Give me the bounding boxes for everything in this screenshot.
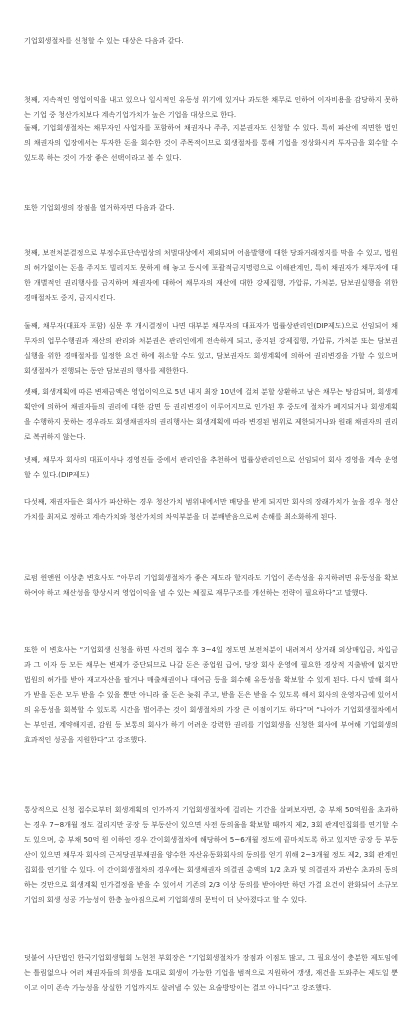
paragraph-association-quote: 덧붙여 사단법인 한국기업회생협회 노현천 부회장은 “기업회생절차가 장점과 이점도 많고, 그 필요성이 충분한 제도임에는 틀림없으나 여러 채권자들의 희생을 토대로 회생이 가능한 기업을 범적으로 지원하여 갱생, 재건을 도와주는 제도일 뿐이고 이미 존속 가능성을 상실한 기업까지도 살려낼 수 있는 요술방망이는 결코 아니다”고 강조했다. (24, 953, 398, 992)
paragraph-eligibility-1: 첫째, 지속적인 영업이익을 내고 있으나 일시적인 유동성 위기에 있거나 과도한 채무로 인하여 이자비용을 감당하지 못하는 기업 중 청산가치보다 계속기업가치가 높은 기업을 대상으로 한다. (24, 95, 398, 119)
paragraph-lawyer-quote: 로펌 윈앤윈 이상춘 변호사도 “아무리 기업회생절차가 좋은 제도라 할지라도 기업이 존속성을 유지하려면 유동성을 확보하여야 하고 채산성을 향상시켜 영업이익을 낼 수 있는 체질로 재무구조를 개선하는 전략이 필요하다”고 말했다. (24, 573, 398, 597)
paragraph-procedure-duration: 통상적으로 신청 접수로부터 회생계획의 인가까지 기업회생절차에 걸리는 기간을 살펴보자면, 총 부채 50억원을 초과하는 경우 7~8개월 정도 걸리지만 공장 등 부동산이 있으면 사전 동의율을 확보할 때까지 제2, 3회 관계인집회를 연기할 수도 있으며, 총 부채 50억 원 이하인 경우 간이회생절차에 해당하여 5~6개월 정도에 끝마치도록 하고 있지만 공장 등 부동산이 있으면 채무자 회사의 근저당권부채권을 양수한 자산유동화회사의 동의를 얻기 위해 2~3개월 정도 제2, 3회 관계인집회를 연기할 수 있다. 이 간이회생절차의 경우에는 회생채권자 의결권 총액의 1/2 초과 및 의결권자 과반수 초과의 동의하는 것만으로 회생계획 인가결정을 받을 수 있어서 기존의 2/3 이상 동의를 받아야만 하던 가결 요건이 완화되어 소규모 기업의 회생 성공 가능성이 한층 높아짐으로써 기업회생의 문턱이 더 낮아졌다고 할 수 있다. (24, 805, 398, 904)
paragraph-advantage-5: 다섯째, 재권자들은 회사가 파산하는 경우 청산가치 범위내에서만 배당을 받게 되지만 회사의 장래가치가 높을 경우 청산가치를 최저로 정하고 계속가치와 청산가치의 차익부분을 더 분배받음으로써 손해를 최소화하게 된다. (24, 497, 398, 521)
paragraph-lawyer-explanation: 또한 이 변호사는 “기업회생 신청을 하면 사건의 접수 후 3~4일 정도면 보전처분이 내려져서 상거래 외상매입금, 차입금과 그 이자 등 모든 채무는 변제가 중단되므로 나갈 돈은 종업원 급여, 당장 회사 운영에 필요한 경상적 지출밖에 없지만 법원의 허가를 받아 재고자산을 팔거나 매출채권이나 대여금 등을 회수해 유동성을 확보할 수 있게 된다. 다시 말해 회사가 받을 돈은 모두 받을 수 있을 뿐만 아니라 줄 돈은 늦춰 주고, 받을 돈은 받을 수 있도록 해서 회사의 운영자금에 있어서의 유동성을 회복할 수 있도록 시간을 벌어주는 것이 회생절차의 가장 큰 이점이기도 하다”며 “나아가 기업회생절차에서는 부인권, 계약해지권, 감원 등 보통의 회사가 하기 어려운 강력한 권리를 기업회생을 신청한 회사에 부여해 기업회생의 효과적인 성공을 지원한다”고 강조했다. (24, 645, 398, 744)
paragraph-eligibility-2: 둘째, 기업회생절차는 채무자인 사업자를 포함하여 채권자나 주주, 지분권자도 신청할 수 있다. 특히 파산에 직면한 법인의 채권자의 입장에서는 투자한 돈을 회수한 것이 주목적이므로 회생절차를 통해 기업을 정상화시켜 투자금을 회수할 수 있도록 하는 것이 가장 좋은 선택이라고 볼 수 있다. (24, 123, 398, 162)
paragraph-intro: 기업회생절차를 신청할 수 있는 대상은 다음과 같다. (24, 36, 184, 45)
paragraph-advantage-1: 첫째, 보전처분결정으로 부정수표단속법상의 처벌대상에서 제외되며 어음발행에 대한 당좌거래정지를 막을 수 있고, 법원의 허가없이는 돈을 주지도 빌리지도 못하게 해 놓고 등시에 포괄적금지명령으로 이해관계인, 특히 채권자가 채무자에 대한 개별적인 권리행사를 금지하며 채권자에 대하여 채무자의 재산에 대한 강제집행, 가압류, 가처분, 담보권실행을 위한 경매절차도 중지, 금지시킨다. (24, 248, 398, 302)
paragraph-advantage-3: 셋째, 회생계획에 따른 변제금액은 영업이익으로 5년 내지 최장 10년에 걸쳐 분할 상환하고 남은 채무는 탕감되며, 회생계획안에 의하여 채권자들의 권리에 대한 감면 등 권리변경이 이루어지므로 인가된 후 중도에 절차가 폐지되거나 회생계획을 수행하지 못하는 경우라도 회생채권자의 권리행사는 회생계획에 따라 변경된 범위로 제한되거나와 원래 채권자의 권리로 복귀하지 않는다. (24, 387, 399, 441)
paragraph-advantages-intro: 또한 기업회생의 장점을 열거하자면 다음과 같다. (24, 203, 175, 212)
paragraph-advantage-2: 둘째, 채무자(대표자 포함) 심문 후 개시결정이 나면 대부분 채무자의 대표자가 법률상관리인(DIP제도)으로 선임되어 채무자의 업무수행권과 재산의 관리와 처분권은 관리인에게 전속하게 되고, 종지된 강제집행, 가압류, 가처분 또는 담보권 실행을 위한 경매절차를 일정한 요건 하에 취소할 수도 있고, 담보권자도 회생계획에 의하여 권리변경을 가할 수 있으며 회생절차가 진행되는 동안 담보권의 행사를 제한한다. (24, 321, 398, 375)
paragraph-advantage-4: 넷째, 채무자 회사의 대표이사나 경영진들 중에서 관리인을 추천하여 법률상관리인으로 선임되어 회사 경영을 계속 운영할 수 있다.(DIP제도) (24, 455, 398, 479)
